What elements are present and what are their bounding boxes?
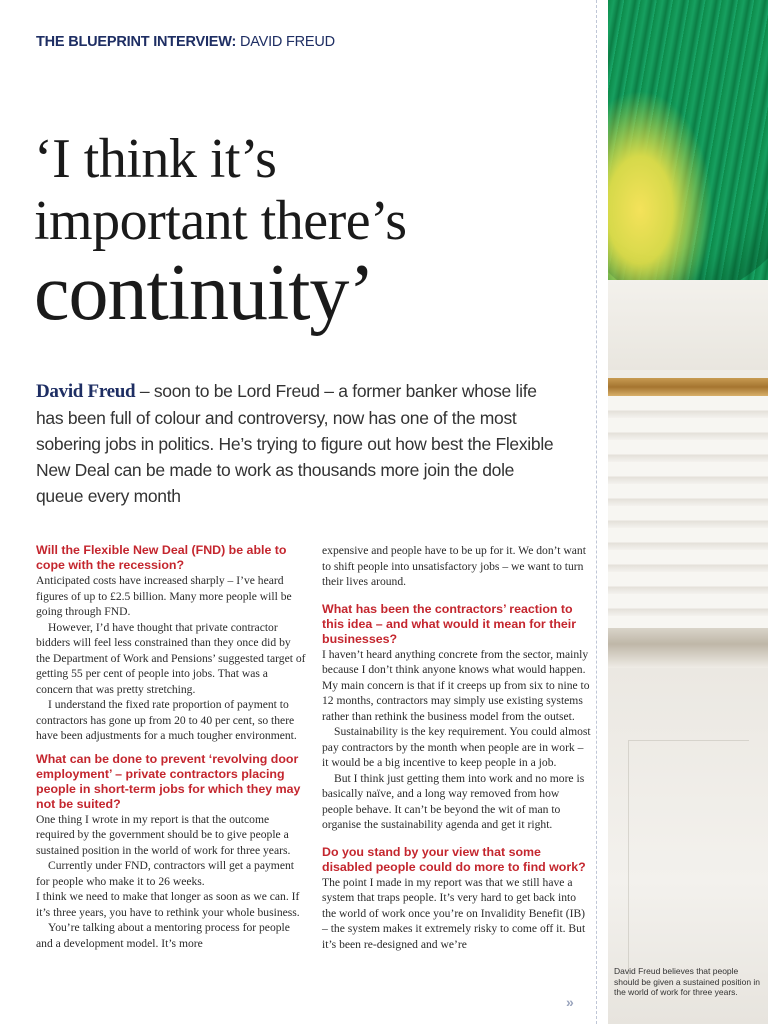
article-column-1	[36, 543, 306, 951]
white-frame-molding	[608, 396, 768, 646]
standfirst-text: – soon to be Lord Freud – a former banker whose life has been full of colour and controversy, now has one of the most sobering jobs in politics. He’s trying to figure out how best the Flexible New Deal can be made to work as thousands more join the dole queue every month	[36, 381, 554, 506]
wall-panel-line	[628, 740, 749, 981]
headline-line-3: continuity’	[34, 249, 375, 337]
answer-paragraph: But I think just getting them into work and no more is basically naïve, and a long way removed from how people behave. It can’t be beyond the wit of man to organise the sustainability agenda and get it right.	[322, 771, 585, 831]
answer-paragraph: expensive and people have to be up for it. We don’t want to shift people into unsatisfactory jobs – we want to turn their lives around.	[322, 544, 586, 588]
painting-canvas-edge	[608, 280, 768, 370]
headline-line-1: ‘I think it’s	[34, 128, 277, 190]
answer-paragraph: I understand the fixed rate proportion of payment to contractors has gone up from 20 to 40 per cent, so there have been adjustments for a much tougher environment.	[36, 698, 297, 742]
question-heading: What has been the contractors’ reaction to this idea – and what would it mean for their businesses?	[322, 601, 577, 646]
answer-paragraph: You’re talking about a mentoring process for people and a development model. It’s more	[36, 921, 290, 950]
answer-paragraph: Sustainability is the key requirement. You could almost pay contractors by the month when people are in work – it would be a big incentive to keep people in a job.	[322, 725, 591, 769]
column-divider	[596, 0, 597, 1024]
question-heading: Do you stand by your view that some disabled people could do more to find work?	[322, 844, 586, 874]
answer-paragraph: The point I made in my report was that we still have a system that traps people. It’s very hard to get back into the world of work once you’re on Invalidity Benefit (IB) – the system makes it extremely risky to come off it. But it’s been re-designed and we’re	[322, 875, 586, 951]
answer-paragraph: One thing I wrote in my report is that the outcome required by the government should be to give people a sustained position in the world of work for three years.	[36, 812, 291, 857]
standfirst	[36, 378, 556, 509]
gold-frame-strip	[608, 378, 768, 396]
portrait-photo	[608, 0, 768, 1024]
standfirst-name: David Freud	[36, 381, 136, 402]
headline	[34, 128, 594, 336]
kicker-series: THE BLUEPRINT INTERVIEW:	[36, 34, 237, 50]
photo-caption: David Freud believes that people should be given a sustained position in the world of work for three years.	[614, 966, 761, 997]
answer-paragraph: However, I’d have thought that private contractor bidders will feel less constrained than they once did by the Department of Work and Pensions’ suggested target of getting 55 per cent of people into jobs. That was a concern that was pretty stretching.	[36, 620, 306, 696]
kicker-subject: DAVID FREUD	[239, 34, 335, 50]
answer-paragraph: Anticipated costs have increased sharply – I’ve heard figures of up to £2.5 billion. Many more people will be going through FND.	[36, 574, 292, 618]
article-column-2	[322, 543, 592, 952]
answer-paragraph: I think we need to make that longer as soon as we can. If it’s three years, you have to rethink your whole business.	[36, 890, 300, 919]
question-heading: What can be done to prevent ‘revolving door employment’ – private contractors placing people in short-term jobs for which they may not be suited?	[36, 751, 301, 811]
headline-line-2: important there’s	[34, 190, 407, 252]
frame-bottom-molding	[608, 628, 768, 668]
answer-paragraph: Currently under FND, contractors will get a payment for people who make it to 26 weeks.	[36, 859, 294, 888]
question-heading: Will the Flexible New Deal (FND) be able to cope with the recession?	[36, 543, 287, 572]
painting-brush-edge	[608, 0, 768, 300]
section-kicker	[36, 34, 335, 50]
continue-arrow-icon: »	[566, 994, 571, 1010]
answer-paragraph: I haven’t heard anything concrete from the sector, mainly because I don’t think anyone knows what would happen. My main concern is that if it creeps up from six to nine to 12 months, contractors may simply use existing systems rather than rethink the business model from the outset.	[322, 647, 590, 723]
